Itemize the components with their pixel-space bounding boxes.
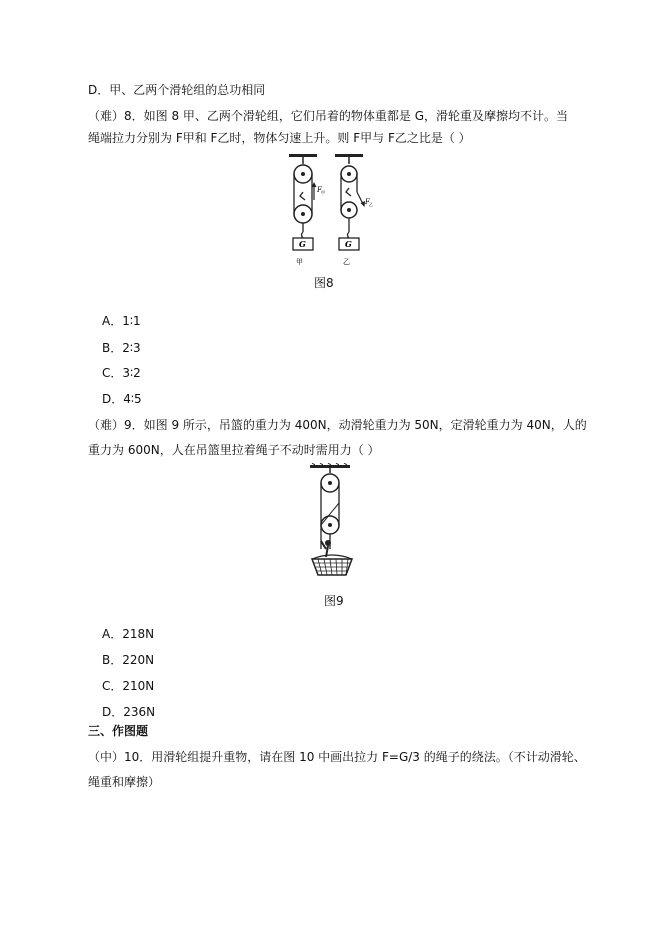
q9-text-line1: （难）9．如图 9 所示，吊篮的重力为 400N，动滑轮重力为 50N，定滑轮重力为 40N，人的: [88, 418, 587, 432]
right-weight-label: G: [345, 239, 352, 249]
q9-text-line2: 重力为 600N，人在吊篮里拉着绳子不动时需用力（ ）: [88, 443, 380, 457]
figure-9: [306, 463, 358, 583]
q9-option-c: C．210N: [102, 679, 155, 693]
q7-option-d: D．甲、乙两个滑轮组的总功相同: [88, 83, 266, 97]
q9-option-b: B．220N: [102, 653, 155, 667]
q9-option-d: D．236N: [102, 705, 156, 719]
q8-text-line2: 绳端拉力分别为 F甲和 F乙时，物体匀速上升。则 F甲与 F乙之比是（ ）: [88, 131, 471, 145]
q8-option-d: D．4∶5: [102, 392, 142, 406]
svg-text:乙: 乙: [369, 202, 373, 207]
q8-option-a: A．1∶1: [102, 314, 141, 328]
left-name-label: 甲: [296, 258, 303, 266]
q8-option-c: C．3∶2: [102, 366, 141, 380]
svg-text:甲: 甲: [321, 190, 325, 195]
left-weight-label: G: [299, 239, 306, 249]
figure-8-caption: 图8: [314, 276, 334, 290]
q10-text-line2: 绳重和摩擦）: [88, 775, 161, 789]
right-name-label: 乙: [343, 258, 350, 266]
section-3-title: 三、作图题: [88, 724, 149, 738]
right-force-label: F: [365, 198, 370, 206]
figure-9-caption: 图9: [324, 594, 344, 608]
figure-8: [283, 152, 383, 268]
q9-option-a: A．218N: [102, 627, 155, 641]
q8-option-b: B．2∶3: [102, 341, 141, 355]
q8-text-line1: （难）8．如图 8 甲、乙两个滑轮组，它们吊着的物体重都是 G，滑轮重及摩擦均不计。当: [88, 109, 569, 123]
q10-text-line1: （中）10．用滑轮组提升重物，请在图 10 中画出拉力 F=G/3 的绳子的绕法。（不计动滑轮、: [88, 750, 586, 764]
left-force-label: F: [317, 186, 322, 194]
